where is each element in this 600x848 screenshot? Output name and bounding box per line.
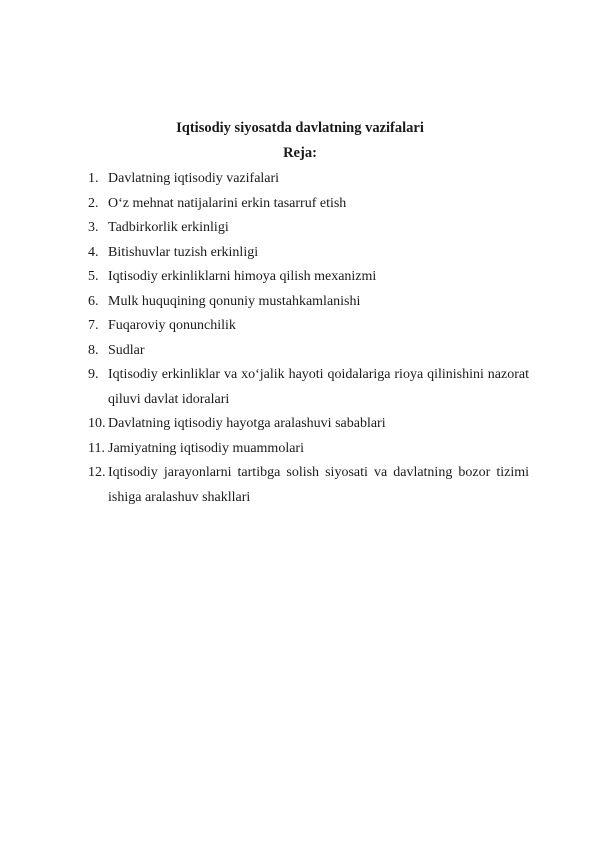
list-item-number: 7.: [88, 318, 99, 333]
list-item-number: 2.: [88, 195, 99, 211]
list-item-number: 3.: [88, 220, 99, 235]
list-item: [88, 241, 529, 266]
list-item-text: Davlatning iqtisodiy vazifalari: [108, 171, 280, 186]
list-item-number: 8.: [88, 342, 99, 358]
list-item-text: Davlatning iqtisodiy hayotga aralashuvi sabablari: [108, 416, 386, 431]
list-item: [88, 314, 529, 339]
list-item-text: Iqtisodiy jarayonlarni tartibga solish siyosati va davlatning bozor tizimi ishiga aralashuv shakllari: [108, 465, 529, 505]
list-item-text: Fuqaroviy qonunchilik: [108, 318, 236, 333]
list-item: [88, 290, 529, 315]
list-item: [88, 437, 529, 462]
list-item: [88, 339, 529, 364]
list-item: [88, 167, 529, 192]
list-item-number: 10.: [88, 416, 106, 431]
list-item: [88, 412, 529, 437]
list-item-text: O‘z mehnat natijalarini erkin tasarruf etish: [108, 195, 347, 211]
list-item-text: Mulk huquqining qonuniy mustahkamlanishi: [108, 293, 361, 309]
list-item-text: Iqtisodiy erkinliklarni himoya qilish mexanizmi: [108, 269, 377, 284]
list-item: [88, 461, 529, 510]
list-item-number: 4.: [88, 244, 99, 260]
list-item-text: Sudlar: [108, 342, 145, 358]
page-title: Iqtisodiy siyosatda davlatning vazifalari: [176, 120, 424, 136]
list-item: [88, 265, 529, 290]
list-item-text: Tadbirkorlik erkinligi: [108, 220, 229, 235]
list-item-text: Iqtisodiy erkinliklar va xo‘jalik hayoti qoidalariga rioya qilinishini nazorat qiluvi davlat idoralari: [108, 367, 529, 407]
list-item-number: 9.: [88, 367, 99, 382]
list-item-text: Jamiyatning iqtisodiy muammolari: [108, 440, 304, 456]
list-item-number: 6.: [88, 293, 99, 309]
list-item-number: 1.: [88, 171, 99, 186]
list-item: [88, 216, 529, 241]
list-item-number: 5.: [88, 269, 99, 284]
list-item: [88, 363, 529, 412]
plan-list: [88, 167, 529, 510]
plan-heading: Reja:: [283, 145, 317, 161]
list-item-text: Bitishuvlar tuzish erkinligi: [108, 244, 259, 260]
list-item-number: 12.: [88, 465, 106, 480]
list-item: [88, 192, 529, 217]
list-item-number: 11.: [88, 440, 105, 456]
